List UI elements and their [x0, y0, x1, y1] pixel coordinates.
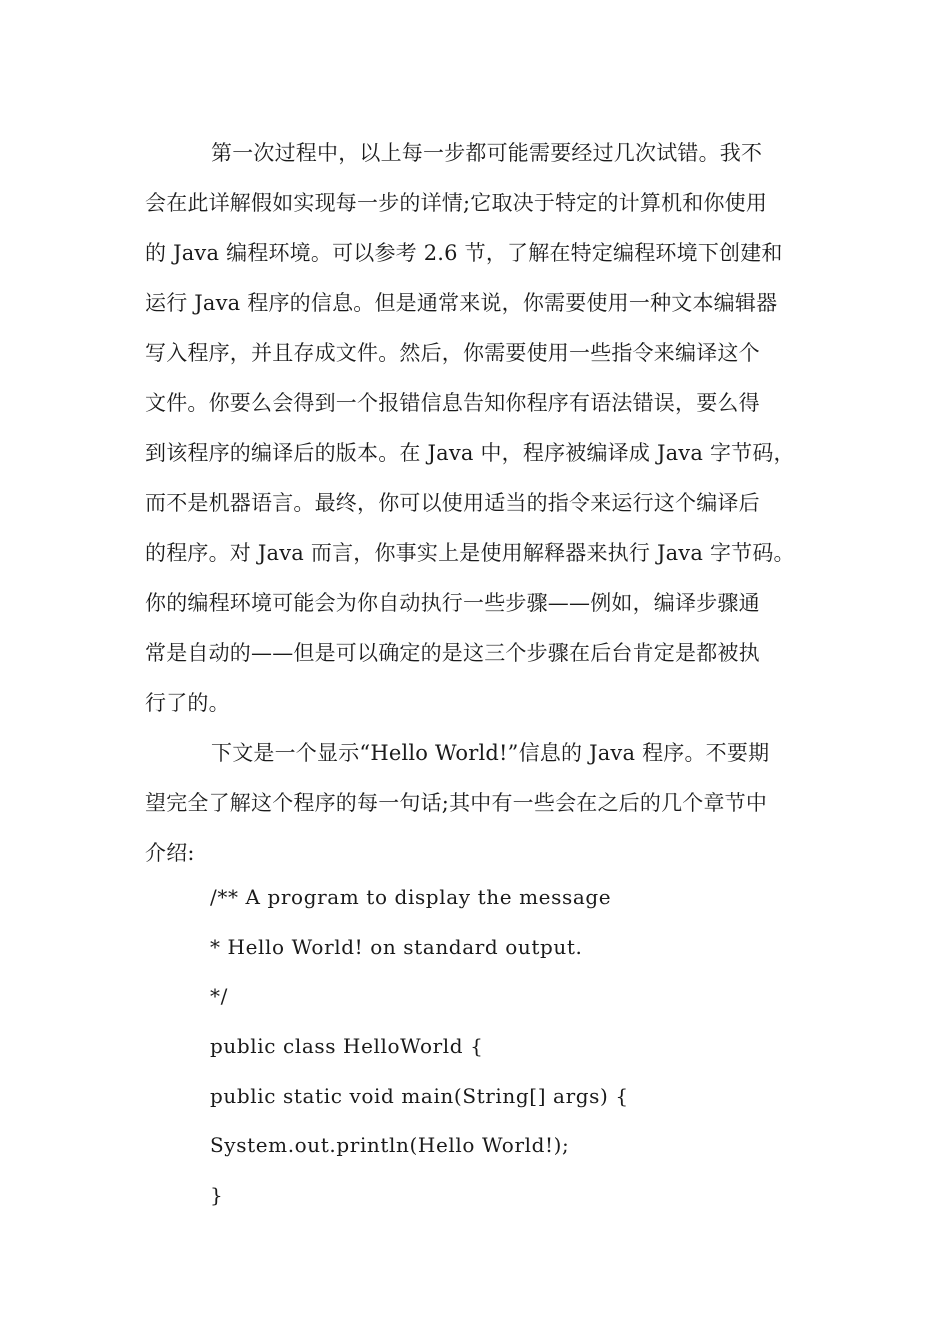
- code-listing: [210, 873, 629, 1221]
- code-line: /** A program to display the message: [210, 885, 612, 909]
- paragraph-line: 文件。你要么会得到一个报错信息告知你程序有语法错误，要么得: [145, 391, 760, 415]
- paragraph-line: 望完全了解这个程序的每一句话;其中有一些会在之后的几个章节中: [145, 791, 768, 815]
- paragraph-1: [145, 128, 825, 728]
- body-text: [145, 128, 825, 878]
- paragraph-line: 会在此详解假如实现每一步的详情;它取决于特定的计算机和你使用: [145, 191, 768, 215]
- code-line: }: [210, 1183, 224, 1208]
- paragraph-line: 写入程序，并且存成文件。然后，你需要使用一些指令来编译这个: [145, 341, 760, 365]
- paragraph-line: 第一次过程中，以上每一步都可能需要经过几次试错。我不: [211, 141, 763, 165]
- paragraph-line: 常是自动的——但是可以确定的是这三个步骤在后台肯定是都被执: [145, 641, 760, 665]
- paragraph-line: 你的编程环境可能会为你自动执行一些步骤——例如，编译步骤通: [145, 591, 760, 615]
- paragraph-2: [145, 728, 825, 878]
- code-line: public static void main(String[] args) {: [210, 1083, 629, 1108]
- paragraph-line: 介绍:: [145, 841, 195, 865]
- code-line: public class HelloWorld {: [210, 1034, 484, 1059]
- paragraph-line: 下文是一个显示“Hello World!”信息的 Java 程序。不要期: [211, 741, 770, 765]
- code-line: */: [210, 984, 228, 1009]
- paragraph-line: 的 Java 编程环境。可以参考 2.6 节，了解在特定编程环境下创建和: [145, 241, 783, 265]
- paragraph-line: 而不是机器语言。最终，你可以使用适当的指令来运行这个编译后: [145, 491, 760, 515]
- paragraph-line: 到该程序的编译后的版本。在 Java 中，程序被编译成 Java 字节码，: [145, 441, 795, 465]
- paragraph-line: 运行 Java 程序的信息。但是通常来说，你需要使用一种文本编辑器: [145, 291, 778, 315]
- paragraph-line: 的程序。对 Java 而言，你事实上是使用解释器来执行 Java 字节码。: [145, 541, 795, 565]
- code-line: * Hello World! on standard output.: [210, 934, 583, 959]
- code-line: System.out.println(Hello World!);: [210, 1133, 570, 1158]
- paragraph-line: 行了的。: [145, 691, 230, 715]
